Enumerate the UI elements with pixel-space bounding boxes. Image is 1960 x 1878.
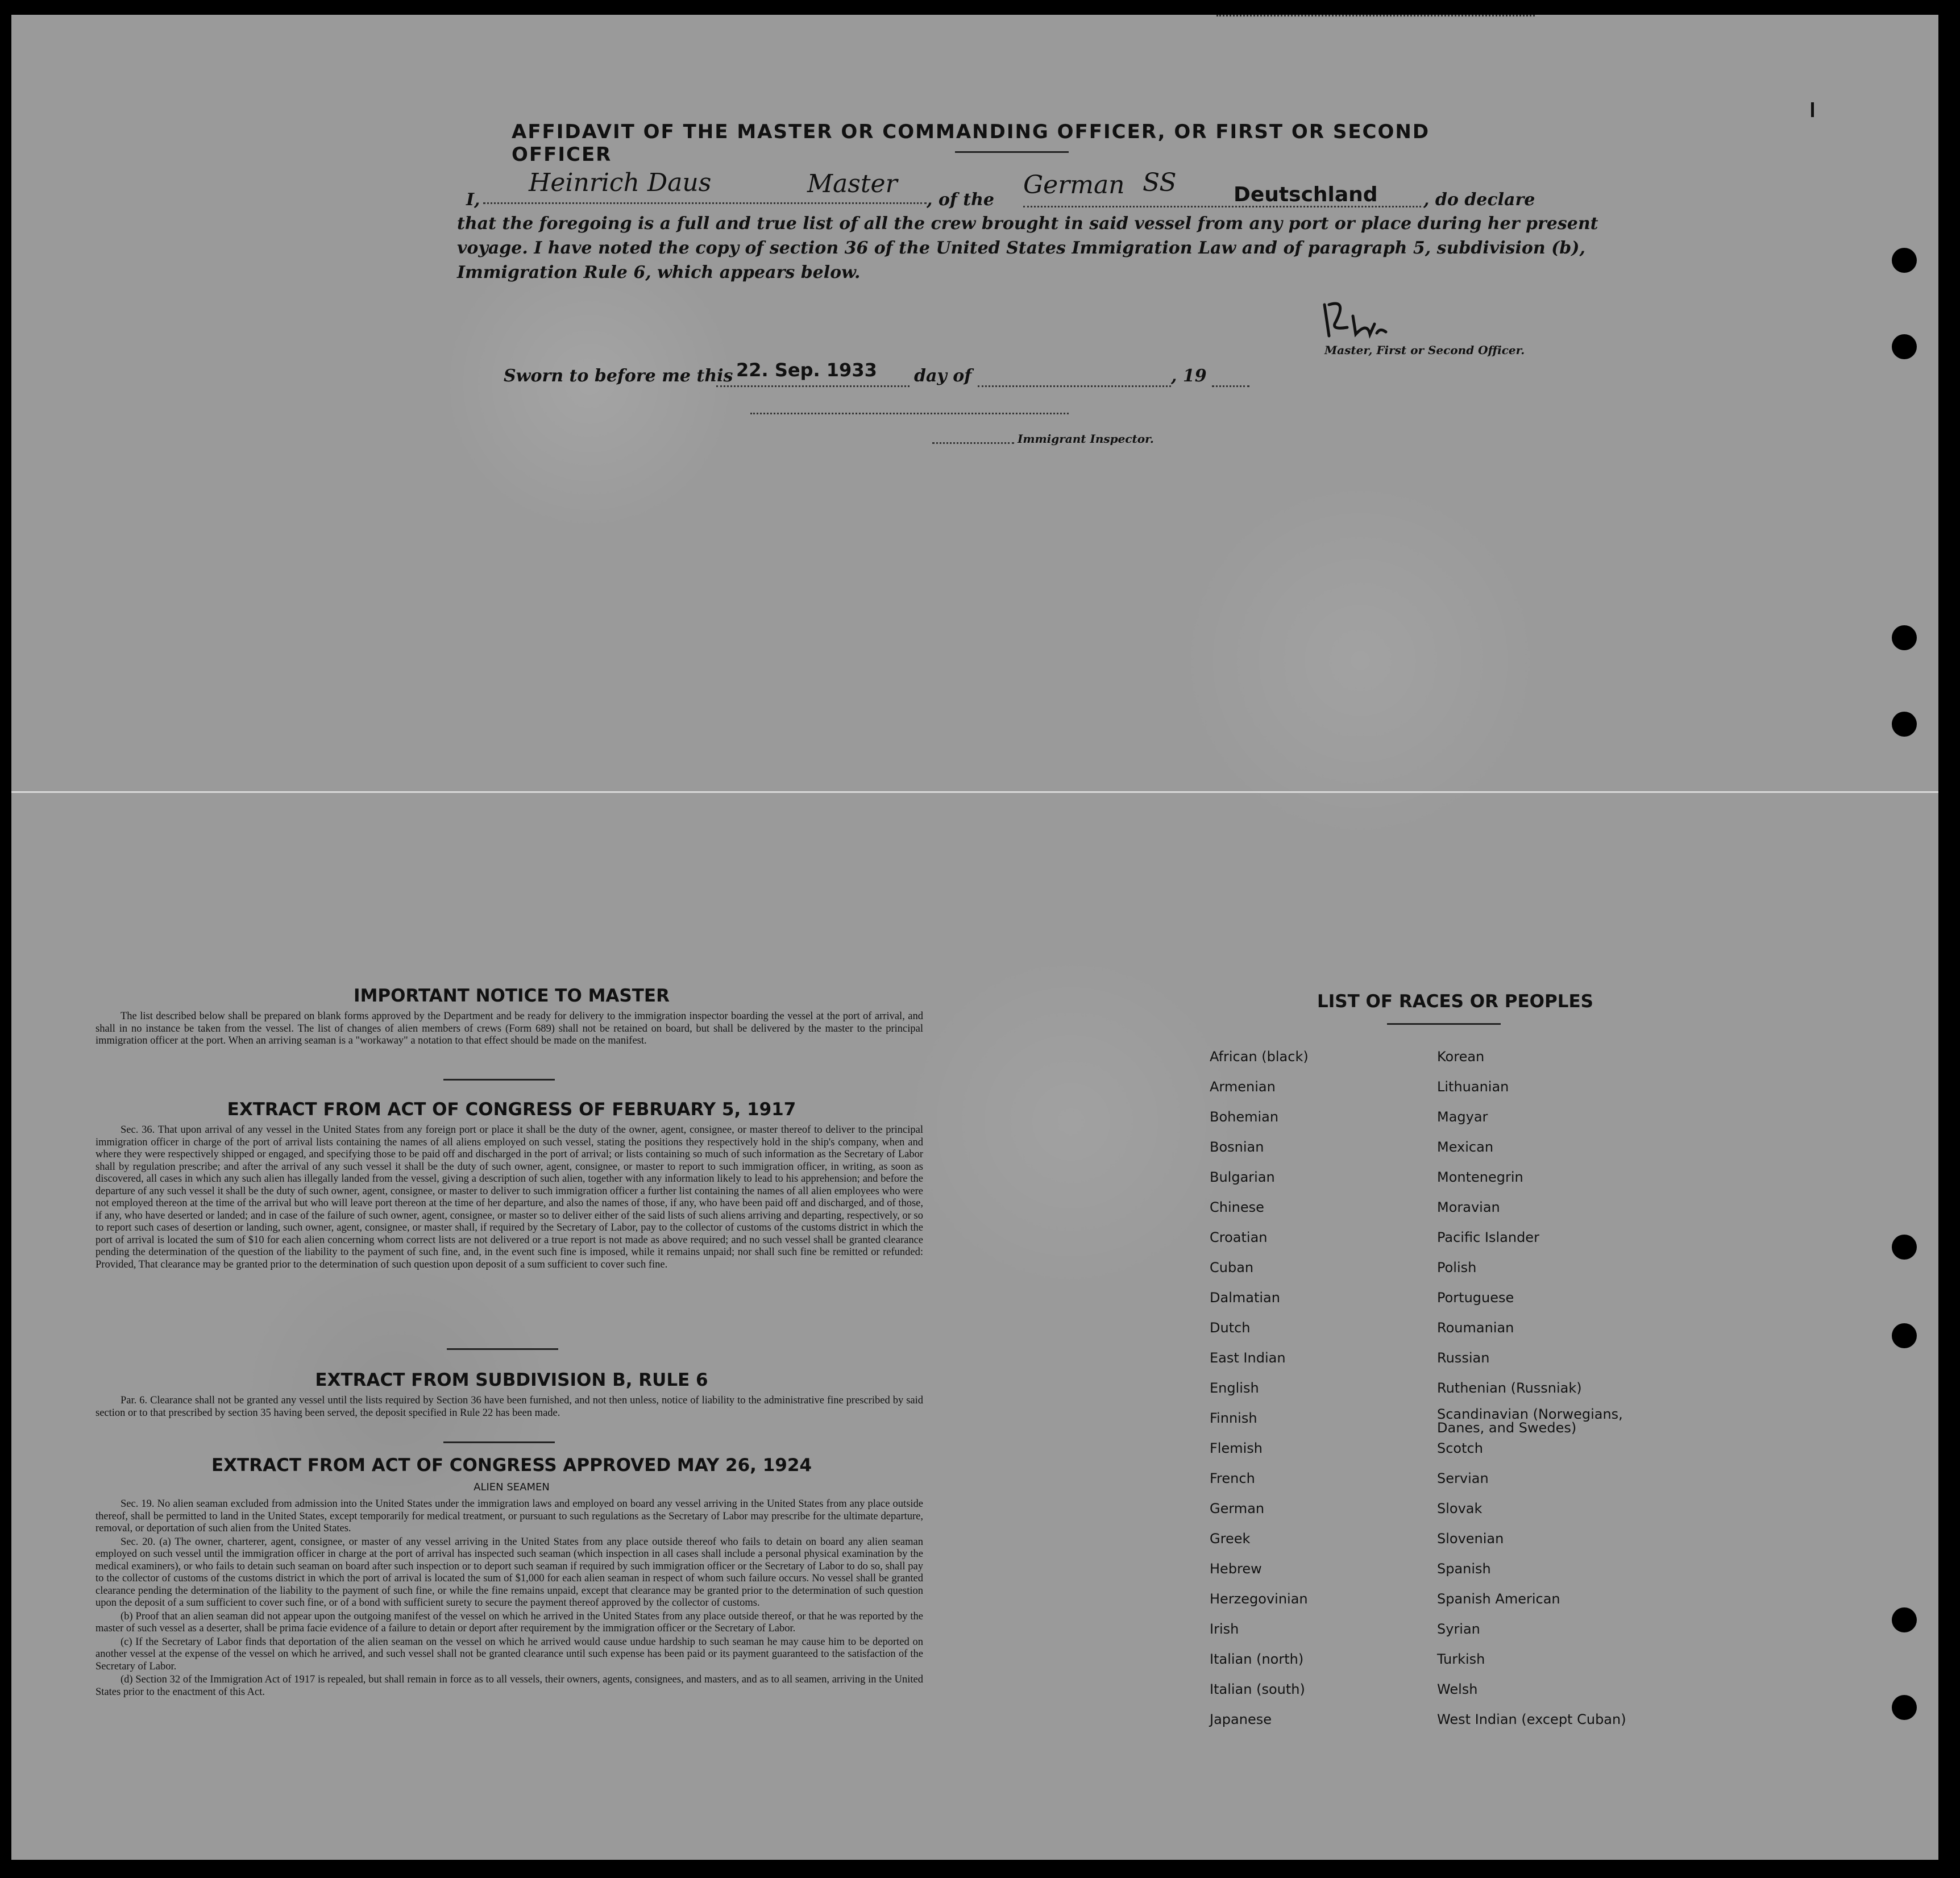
vessel-name-field: Deutschland — [1234, 183, 1378, 206]
race-item: Russian — [1437, 1350, 1490, 1366]
date-underline — [716, 385, 910, 387]
race-item: Bosnian — [1210, 1139, 1264, 1155]
extract-1924-text — [95, 1498, 923, 1700]
signature-caption: Master, First or Second Officer. — [1324, 343, 1525, 357]
notice-text — [95, 1011, 923, 1049]
declaration-text: that the foregoing is a full and true list of all the crew brought in said vessel from any port or place during her present — [457, 214, 1598, 234]
race-item: Cuban — [1210, 1260, 1254, 1275]
race-item: Turkish — [1437, 1651, 1485, 1667]
divider — [443, 1079, 555, 1081]
race-item: Italian (north) — [1210, 1651, 1304, 1667]
race-item: Finnish — [1210, 1410, 1257, 1426]
divider — [447, 1348, 558, 1350]
race-item: Korean — [1437, 1049, 1485, 1065]
master-rank-field: Master — [807, 169, 898, 198]
vessel-type-field: SS — [1143, 168, 1177, 197]
race-item: Spanish — [1437, 1561, 1491, 1577]
affidavit-title: AFFIDAVIT OF THE MASTER OR COMMANDING OFFICER, OR FIRST OR SECOND OFFICER — [512, 121, 1430, 166]
binder-hole — [1892, 1323, 1917, 1348]
extract-1917-paragraph: Sec. 36. That upon arrival of any vessel in the United States from any foreign port or place it shall be the duty of the owner, agent, consignee, or master thereof to deliver to the principal immigration officer in charge of the port of arrival lists containing the names of all aliens employed on such vessel, stating the positions they respectively hold in the ship's company, when and where they were respectively shipped or engaged, and specifying those to be paid off and discharged in the port of arrival; or lists containing so much of such information as the Secretary of Labor shall by regulation prescribe; and after the arrival of any such vessel it shall be the duty of such owner, agent, consignee, or master to report to such immigration officer, in writing, as soon as discovered, all cases in which any such alien has illegally landed from the vessel, giving a description of such alien, together with any information likely to lead to his apprehension; and before the departure of any such vessel it shall be the duty of such owner, agent, consignee, or master to deliver to such immigration officer a further list containing the names of all alien employees who were not employed thereon at the time of the arrival but who will leave port thereon at the time of her departure, and also the names of those, if any, who have been paid off and discharged, and of those, if any, who have deserted or landed; and in case of the failure of such owner, agent, consignee, or master so to deliver either of the said lists of such aliens arriving and departing, respectively, or so to report such cases of desertion or landing, such owner, agent, consignee, or master shall, if required by the Secretary of Labor, pay to the collector of customs of the customs district in which the port of arrival is located the sum of $10 for each alien concerning whom correct lists are not delivered or a true report is not made as above required; and no such vessel shall be granted clearance pending the determination of the question of the liability to the payment of such fine, and, in the event such fine is imposed, while it remains unpaid; nor shall such fine be remitted or refunded: Provided, That clearance may be granted prior to the determination of such question upon deposit of a sum sufficient to cover such fine. — [95, 1124, 923, 1270]
race-item: Montenegrin — [1437, 1169, 1523, 1185]
race-item: Mexican — [1437, 1139, 1494, 1155]
races-title: LIST OF RACES OR PEOPLES — [1317, 991, 1594, 1012]
binder-hole — [1892, 1235, 1917, 1260]
declare-label: , do declare — [1423, 190, 1535, 210]
inspector-caption: Immigrant Inspector. — [1018, 432, 1154, 446]
extract-1924-paragraph: (b) Proof that an alien seaman did not appear upon the outgoing manifest of the vessel on which he arrived in the United States from any place outside thereof, or that he was reported by the master of such vessel as a deserter, shall be prima facie evidence of a failure to detain or deport after requirement by the immigration officer or the Secretary of Labor. — [95, 1610, 923, 1634]
race-item: Pacific Islander — [1437, 1229, 1539, 1245]
month-underline — [978, 385, 1171, 387]
race-item: Chinese — [1210, 1199, 1264, 1215]
divider — [955, 151, 1069, 153]
master-signature — [1313, 288, 1427, 344]
margin-mark — [1811, 102, 1814, 117]
name-underline — [483, 202, 927, 204]
year-underline — [1212, 385, 1249, 387]
race-item: West Indian (except Cuban) — [1437, 1711, 1626, 1727]
divider — [1387, 1023, 1501, 1025]
race-item: Hebrew — [1210, 1561, 1262, 1577]
nationality-field: German — [1023, 171, 1125, 200]
declaration-text: voyage. I have noted the copy of section 36 of the United States Immigration Law and of paragraph 5, subdivision (b), — [457, 238, 1585, 258]
binder-hole — [1892, 1695, 1917, 1720]
race-item: Croatian — [1210, 1229, 1268, 1245]
inspector-lead-line — [932, 442, 1014, 444]
race-item: Slovenian — [1437, 1531, 1504, 1547]
binder-hole — [1892, 712, 1917, 737]
race-item: Ruthenian (Russniak) — [1437, 1380, 1582, 1396]
race-item: Scandinavian (Norwegians, Danes, and Swedes) — [1437, 1406, 1623, 1436]
extract-1917-title: EXTRACT FROM ACT OF CONGRESS OF FEBRUARY 5, 1917 — [227, 1099, 796, 1120]
race-item: English — [1210, 1380, 1259, 1396]
year-label: , 19 — [1171, 366, 1207, 386]
extract-1917-text — [95, 1124, 923, 1272]
day-of-label: day of — [914, 366, 972, 386]
race-item: French — [1210, 1470, 1255, 1486]
binder-hole — [1892, 625, 1917, 650]
race-item: Italian (south) — [1210, 1681, 1305, 1697]
vessel-underline — [1023, 206, 1421, 207]
race-item: Spanish American — [1437, 1591, 1560, 1607]
race-item: Dalmatian — [1210, 1290, 1280, 1306]
document-page — [11, 15, 1938, 1860]
extract-rule6-text — [95, 1395, 923, 1420]
race-item: Lithuanian — [1437, 1079, 1509, 1095]
declaration-text: Immigration Rule 6, which appears below. — [457, 263, 861, 282]
extract-1924-paragraph: Sec. 19. No alien seaman excluded from admission into the United States under the immigration laws and employed on board any vessel arriving in the United States from any place outside thereof, shall be permitted to land in the United States, except temporarily for medical treatment, or pursuant to such regulations as the Secretary of Labor may prescribe for the ultimate departure, removal, or deportation of such alien from the United States. — [95, 1498, 923, 1534]
race-item: Moravian — [1437, 1199, 1500, 1215]
race-item: Slovak — [1437, 1501, 1483, 1516]
extract-rule6-title: EXTRACT FROM SUBDIVISION B, RULE 6 — [315, 1370, 708, 1390]
extract-1924-title: EXTRACT FROM ACT OF CONGRESS APPROVED MAY 26, 1924 — [211, 1455, 812, 1476]
race-item: Polish — [1437, 1260, 1477, 1275]
fold-line — [11, 791, 1938, 793]
notice-title: IMPORTANT NOTICE TO MASTER — [354, 986, 670, 1006]
race-item: Flemish — [1210, 1440, 1263, 1456]
notice-paragraph: The list described below shall be prepared on blank forms approved by the Department and be ready for delivery to the immigration inspector boarding the vessel at the port of arrival, and shall in no instance be taken from the vessel. The list of changes of alien members of crews (Form 689) shall not be retained on board, but shall be delivered by the master to the principal immigration officer at the port. When an arriving seaman is a "workaway" a notation to that effect should be made on the manifest. — [95, 1011, 923, 1046]
extract-1924-subtitle: ALIEN SEAMEN — [474, 1481, 550, 1493]
master-name-field: Heinrich Daus — [529, 168, 712, 197]
race-item: Syrian — [1437, 1621, 1480, 1637]
divider — [443, 1441, 555, 1443]
race-item: Bohemian — [1210, 1109, 1279, 1125]
extract-1924-paragraph: Sec. 20. (a) The owner, charterer, agent, consignee, or master of any vessel arriving in the United States from any place outside thereof who fails to detain on board any alien seaman employed on such vessel until the immigration officer in charge at the port of arrival has inspected such seaman (which inspection in all cases shall include a personal physical examination by the medical examiners), or who fails to detain such seaman on board after such inspection or to deport such seaman if required by such immigration officer or the Secretary of Labor to do so, shall pay to the collector of customs of the customs district in which the port of arrival is located the sum of $1,000 for each alien seaman in respect of whom such failure occurs. No vessel shall be granted clearance pending the determination of the liability to the payment of such fine, or while the fine remains unpaid, except that clearance may be granted prior to the determination of such question upon the deposit of a sum sufficient to cover such fine, or of a bond with sufficient surety to secure the payment thereof approved by the collector of customs. — [95, 1536, 923, 1609]
race-item: Welsh — [1437, 1681, 1478, 1697]
race-item: Irish — [1210, 1621, 1239, 1637]
race-item: Armenian — [1210, 1079, 1276, 1095]
signature-line — [1216, 15, 1535, 16]
extract-rule6-paragraph: Par. 6. Clearance shall not be granted any vessel until the lists required by Section 36 have been furnished, and not then unless, notice of liability to the administrative fine prescribed by said section or to that prescribed by section 35 having been served, the deposit specified in Rule 22 has been made. — [95, 1395, 923, 1419]
of-the-label: , of the — [927, 190, 995, 210]
binder-hole — [1892, 248, 1917, 273]
race-item: East Indian — [1210, 1350, 1286, 1366]
race-item: Bulgarian — [1210, 1169, 1275, 1185]
extract-1924-paragraph: (c) If the Secretary of Labor finds that deportation of the alien seaman on the vessel on which he arrived would cause undue hardship to such seaman he may cause him to be deported on another vessel at the expense of the vessel on which he arrived, and such vessel shall not be granted clearance until such expense has been paid or its payment guaranteed to the satisfaction of the Secretary of Labor. — [95, 1636, 923, 1672]
race-item: Dutch — [1210, 1320, 1251, 1336]
race-item: Greek — [1210, 1531, 1251, 1547]
race-item: Herzegovinian — [1210, 1591, 1308, 1607]
race-item: Scotch — [1437, 1440, 1483, 1456]
race-item: African (black) — [1210, 1049, 1309, 1065]
affidavit-i-label: I, — [466, 190, 480, 210]
sworn-label: Sworn to before me this — [504, 366, 733, 386]
extract-1924-paragraph: (d) Section 32 of the Immigration Act of 1917 is repealed, but shall remain in force as to all vessels, their owners, agents, consignees, and masters, and as to all seamen, arriving in the United States prior to the enactment of this Act. — [95, 1674, 923, 1698]
binder-hole — [1892, 1607, 1917, 1632]
race-item: Roumanian — [1437, 1320, 1514, 1336]
race-item: Magyar — [1437, 1109, 1488, 1125]
race-item: German — [1210, 1501, 1265, 1516]
inspector-signature-line — [750, 413, 1069, 414]
race-item: Servian — [1437, 1470, 1489, 1486]
sworn-date: 22. Sep. 1933 — [736, 359, 877, 381]
race-item: Portuguese — [1437, 1290, 1514, 1306]
binder-hole — [1892, 334, 1917, 359]
race-item: Japanese — [1210, 1711, 1272, 1727]
